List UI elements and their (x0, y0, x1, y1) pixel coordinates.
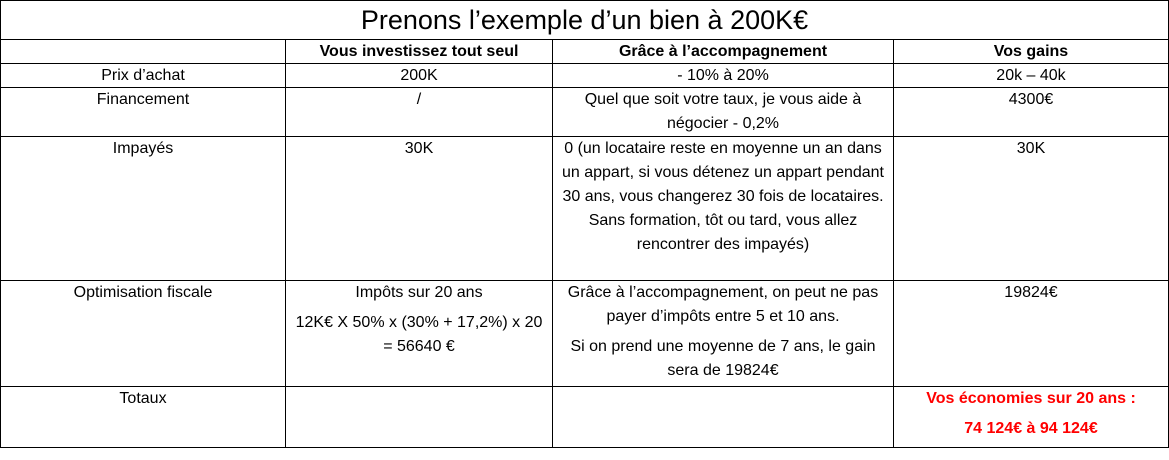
row-label-optimisation: Optimisation fiscale (1, 281, 286, 387)
total-savings-range: 74 124€ à 94 124€ (964, 420, 1098, 437)
cell-gains-optimisation: 19824€ (894, 281, 1169, 387)
cell-gains-financement: 4300€ (894, 88, 1169, 137)
cell-accomp-financement: Quel que soit votre taux, je vous aide à négocier - 0,2% (553, 88, 894, 137)
row-label-prix: Prix d’achat (1, 64, 286, 88)
table-row (1, 387, 1169, 448)
solo-optimisation-line2: 12K€ X 50% x (30% + 17,2%) x 20 = 56640 € (295, 314, 543, 355)
table-title: Prenons l’exemple d’un bien à 200K€ (1, 1, 1169, 40)
row-label-financement: Financement (1, 88, 286, 137)
cell-gains-totaux (894, 387, 1169, 448)
header-gains: Vos gains (894, 40, 1169, 64)
cell-solo-impayes: 30K (286, 137, 553, 281)
cell-solo-optimisation (286, 281, 553, 387)
cell-gains-prix: 20k – 40k (894, 64, 1169, 88)
header-accompagnement: Grâce à l’accompagnement (553, 40, 894, 64)
table-row (1, 281, 1169, 387)
total-savings-label: Vos économies sur 20 ans : (926, 390, 1136, 407)
cell-gains-impayes: 30K (894, 137, 1169, 281)
accomp-optimisation-line2: Si on prend une moyenne de 7 ans, le gain sera de 19824€ (570, 338, 876, 379)
cell-accomp-impayes: 0 (un locataire reste en moyenne un an dans un appart, si vous détenez un appart pendant 30 ans, vous changerez 30 fois de locataires. Sans formation, tôt ou tard, vous allez rencontrer des impayés) (553, 137, 894, 281)
cell-solo-prix: 200K (286, 64, 553, 88)
header-solo: Vous investissez tout seul (286, 40, 553, 64)
cell-accomp-optimisation (553, 281, 894, 387)
table-row (1, 64, 1169, 88)
header-label (1, 40, 286, 64)
accomp-optimisation-line1: Grâce à l’accompagnement, on peut ne pas payer d’impôts entre 5 et 10 ans. (567, 284, 879, 325)
row-label-totaux: Totaux (1, 387, 286, 448)
solo-optimisation-line1: Impôts sur 20 ans (355, 284, 483, 301)
row-label-impayes: Impayés (1, 137, 286, 281)
cell-accomp-prix: - 10% à 20% (553, 64, 894, 88)
cell-solo-totaux (286, 387, 553, 448)
table-row (1, 137, 1169, 281)
cell-accomp-totaux (553, 387, 894, 448)
cell-solo-financement: / (286, 88, 553, 137)
table-row (1, 88, 1169, 137)
